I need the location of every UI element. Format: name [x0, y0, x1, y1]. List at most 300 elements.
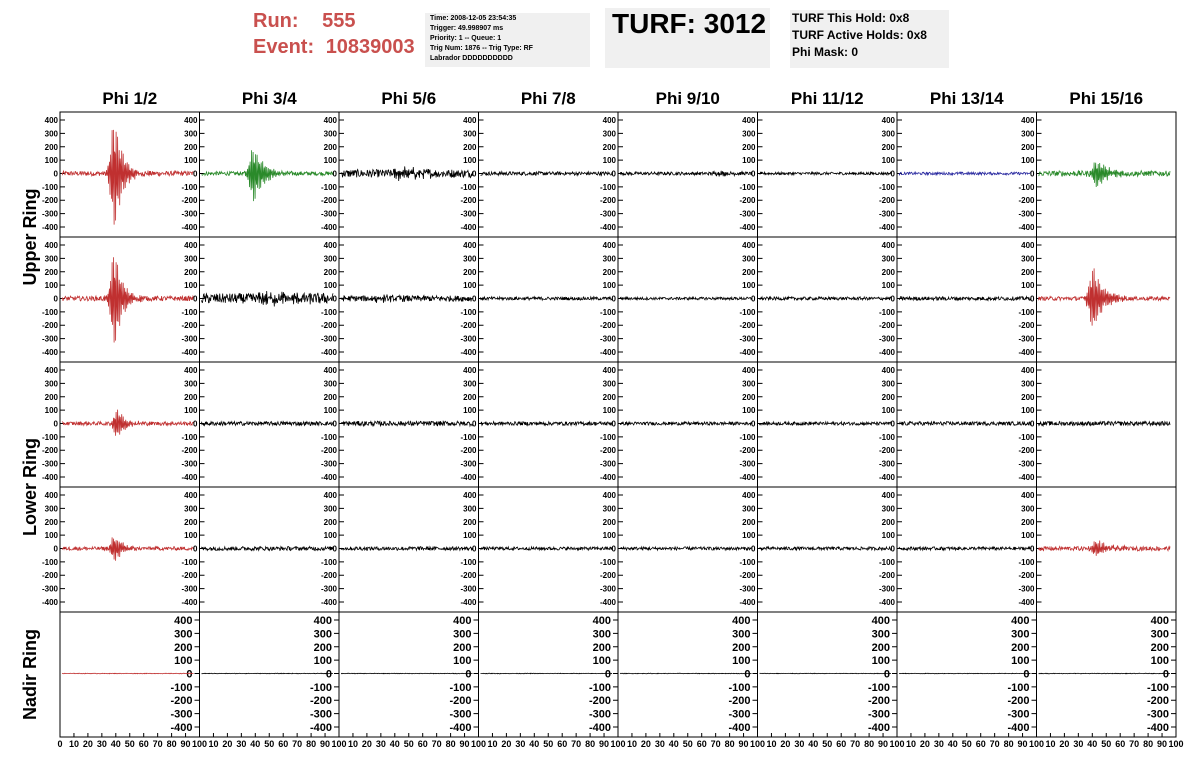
y-tick-label: -300: [320, 459, 337, 469]
x-tick-label: 90: [320, 739, 331, 749]
y-tick-label: -400: [739, 347, 756, 357]
y-tick-label: 0: [751, 169, 756, 179]
y-tick-label: 0: [325, 668, 332, 681]
y-tick-label: -300: [170, 708, 193, 721]
y-tick-label: 400: [602, 366, 616, 376]
y-tick-label: -400: [599, 222, 616, 232]
hold-active: TURF Active Holds: 0x8: [792, 28, 927, 42]
x-tick-label: 40: [947, 739, 958, 749]
x-tick-label: 90: [1157, 739, 1168, 749]
x-tick-label: 60: [557, 739, 568, 749]
y-tick-label: -200: [41, 446, 58, 456]
x-tick-label: 70: [710, 739, 721, 749]
x-tick-label: 30: [794, 739, 805, 749]
event-label: Event:: [253, 36, 315, 58]
y-tick-label: 0: [751, 294, 756, 304]
y-tick-label: -400: [1007, 721, 1030, 734]
x-tick-label: 80: [445, 739, 456, 749]
x-tick-label: 90: [878, 739, 889, 749]
y-tick-label: -300: [878, 209, 895, 219]
y-tick-label: -400: [41, 597, 58, 607]
y-tick-label: -200: [320, 321, 337, 331]
y-tick-label: 300: [1021, 129, 1035, 139]
y-tick-label: 400: [323, 366, 337, 376]
y-tick-label: 0: [611, 294, 616, 304]
y-tick-label: 0: [1030, 294, 1035, 304]
y-tick-label: -300: [320, 334, 337, 344]
y-tick-label: 100: [602, 156, 616, 166]
y-tick-label: 100: [602, 281, 616, 291]
y-tick-label: -400: [41, 347, 58, 357]
y-tick-label: -300: [739, 584, 756, 594]
y-tick-label: -300: [1018, 334, 1035, 344]
y-tick-label: 100: [463, 281, 477, 291]
y-tick-label: 400: [881, 116, 895, 126]
y-tick-label: 400: [602, 491, 616, 501]
waveform-trace: [341, 547, 473, 551]
y-tick-label: 200: [44, 267, 58, 277]
y-tick-label: 300: [453, 628, 472, 641]
y-tick-label: -300: [320, 209, 337, 219]
y-tick-label: -400: [460, 222, 477, 232]
y-tick-label: 0: [53, 419, 58, 429]
y-tick-label: -300: [739, 334, 756, 344]
y-tick-label: 300: [742, 129, 756, 139]
y-tick-label: 300: [1021, 254, 1035, 264]
y-tick-label: -300: [878, 334, 895, 344]
y-tick-label: -300: [599, 584, 616, 594]
y-tick-label: 400: [881, 366, 895, 376]
x-tick-label: 90: [599, 739, 610, 749]
x-tick-label: 60: [836, 739, 847, 749]
y-tick-label: 100: [323, 156, 337, 166]
ring-label: Lower Ring: [20, 438, 40, 536]
y-tick-label: 100: [592, 655, 611, 668]
x-tick-label: 60: [417, 739, 428, 749]
y-tick-label: 200: [1021, 517, 1035, 527]
y-tick-label: -400: [181, 472, 198, 482]
y-tick-label: 300: [463, 129, 477, 139]
y-tick-label: 100: [742, 281, 756, 291]
x-tick-label: 60: [278, 739, 289, 749]
y-tick-label: -300: [41, 584, 58, 594]
y-tick-label: 400: [592, 615, 611, 628]
y-tick-label: 300: [44, 504, 58, 514]
y-tick-label: 200: [44, 517, 58, 527]
y-tick-label: -100: [1146, 681, 1169, 694]
y-tick-label: -400: [599, 597, 616, 607]
x-tick-label: 90: [180, 739, 191, 749]
y-tick-label: 400: [313, 615, 332, 628]
y-tick-label: 200: [881, 142, 895, 152]
y-tick-label: 0: [744, 668, 751, 681]
y-tick-label: 200: [463, 142, 477, 152]
waveform-trace: [1039, 541, 1171, 556]
x-tick-label: 40: [1087, 739, 1098, 749]
y-tick-label: -300: [320, 584, 337, 594]
column-title: Phi 1/2: [102, 89, 158, 108]
y-tick-label: 100: [184, 281, 198, 291]
y-tick-label: -200: [181, 321, 198, 331]
x-tick-label: 20: [361, 739, 372, 749]
y-tick-label: -300: [1146, 708, 1169, 721]
x-tick-label: 50: [264, 739, 275, 749]
y-tick-label: 300: [742, 379, 756, 389]
y-tick-label: -100: [460, 432, 477, 442]
y-tick-label: -400: [460, 472, 477, 482]
y-tick-label: 200: [453, 641, 472, 654]
y-tick-label: 200: [184, 142, 198, 152]
y-tick-label: -200: [599, 571, 616, 581]
x-tick-label: 20: [1059, 739, 1070, 749]
y-tick-label: -400: [878, 472, 895, 482]
y-tick-label: -200: [460, 446, 477, 456]
waveform-trace: [202, 150, 334, 201]
y-tick-label: -300: [181, 584, 198, 594]
y-tick-label: -100: [41, 557, 58, 567]
y-tick-label: -100: [599, 557, 616, 567]
y-tick-label: 200: [602, 392, 616, 402]
y-tick-label: 100: [453, 655, 472, 668]
y-tick-label: 0: [53, 544, 58, 554]
y-tick-label: 300: [184, 504, 198, 514]
y-tick-label: 100: [871, 655, 890, 668]
y-tick-label: 200: [602, 267, 616, 277]
y-tick-label: -400: [170, 721, 193, 734]
x-tick-label: 0: [57, 739, 63, 749]
y-tick-label: 300: [871, 628, 890, 641]
y-tick-label: 300: [44, 129, 58, 139]
y-tick-label: 0: [465, 668, 472, 681]
y-tick-label: 200: [184, 392, 198, 402]
y-tick-label: -300: [449, 708, 472, 721]
y-tick-label: 400: [463, 116, 477, 126]
y-tick-label: 200: [323, 517, 337, 527]
y-tick-label: -200: [320, 571, 337, 581]
y-tick-label: -200: [599, 446, 616, 456]
waveform-trace: [62, 537, 194, 560]
y-tick-label: 0: [332, 294, 337, 304]
x-tick-label: 30: [933, 739, 944, 749]
x-tick-label: 100: [749, 739, 766, 749]
y-tick-label: 300: [732, 628, 751, 641]
panel-frame: [339, 487, 479, 612]
y-tick-label: 0: [1030, 169, 1035, 179]
x-tick-label: 70: [431, 739, 442, 749]
y-tick-label: 300: [323, 379, 337, 389]
x-tick-label: 10: [68, 739, 79, 749]
y-tick-label: 200: [323, 392, 337, 402]
y-tick-label: 400: [174, 615, 193, 628]
waveform-trace: [760, 673, 892, 674]
y-tick-label: 400: [742, 116, 756, 126]
y-tick-label: 200: [463, 517, 477, 527]
waveform-trace: [481, 422, 613, 426]
y-tick-label: 400: [463, 241, 477, 251]
y-tick-label: 200: [1150, 641, 1169, 654]
y-tick-label: 100: [44, 406, 58, 416]
y-tick-label: -400: [878, 222, 895, 232]
y-tick-label: -200: [1018, 446, 1035, 456]
y-tick-label: -300: [588, 708, 611, 721]
waveform-trace: [481, 172, 613, 176]
y-tick-label: -400: [739, 597, 756, 607]
y-tick-label: -200: [181, 446, 198, 456]
y-tick-label: -100: [181, 432, 198, 442]
y-tick-label: 0: [1023, 668, 1030, 681]
event-value: 10839003: [325, 36, 415, 58]
y-tick-label: 0: [332, 169, 337, 179]
waveform-trace: [481, 547, 613, 550]
y-tick-label: 200: [602, 142, 616, 152]
y-tick-label: 200: [44, 142, 58, 152]
x-tick-label: 40: [529, 739, 540, 749]
y-tick-label: -200: [588, 695, 611, 708]
y-tick-label: -400: [599, 472, 616, 482]
y-tick-label: 200: [881, 517, 895, 527]
y-tick-label: 300: [602, 504, 616, 514]
ring-label: Upper Ring: [20, 188, 40, 286]
y-tick-label: -200: [170, 695, 193, 708]
y-tick-label: 200: [313, 641, 332, 654]
x-tick-label: 80: [306, 739, 317, 749]
y-tick-label: 100: [463, 156, 477, 166]
x-tick-label: 20: [919, 739, 930, 749]
y-tick-label: 100: [323, 531, 337, 541]
x-tick-label: 40: [389, 739, 400, 749]
y-tick-label: 400: [881, 491, 895, 501]
y-tick-label: -100: [1007, 681, 1030, 694]
waveform-trace: [760, 172, 892, 175]
y-tick-label: 400: [1021, 241, 1035, 251]
y-tick-label: -400: [1018, 597, 1035, 607]
y-tick-label: 300: [174, 628, 193, 641]
y-tick-label: 0: [1030, 544, 1035, 554]
y-tick-label: -300: [739, 459, 756, 469]
y-tick-label: -300: [739, 209, 756, 219]
y-tick-label: -200: [739, 321, 756, 331]
y-tick-label: -100: [739, 307, 756, 317]
y-tick-label: 200: [742, 392, 756, 402]
y-tick-label: -300: [599, 334, 616, 344]
y-tick-label: -200: [878, 571, 895, 581]
x-tick-label: 30: [375, 739, 386, 749]
y-tick-label: -200: [739, 571, 756, 581]
x-tick-label: 60: [138, 739, 149, 749]
y-tick-label: 300: [602, 129, 616, 139]
y-tick-label: -100: [878, 307, 895, 317]
y-tick-label: 100: [1021, 281, 1035, 291]
x-tick-label: 50: [124, 739, 135, 749]
x-tick-label: 100: [1168, 739, 1184, 749]
y-tick-label: -300: [1018, 459, 1035, 469]
y-tick-label: -400: [181, 222, 198, 232]
y-tick-label: 300: [1021, 379, 1035, 389]
y-tick-label: -400: [878, 597, 895, 607]
y-tick-label: -400: [588, 721, 611, 734]
y-tick-label: 100: [742, 406, 756, 416]
waveform-trace: [899, 297, 1031, 301]
y-tick-label: -400: [181, 347, 198, 357]
y-tick-label: -200: [1007, 695, 1030, 708]
y-tick-label: 100: [184, 156, 198, 166]
y-tick-label: -100: [181, 557, 198, 567]
y-tick-label: -400: [320, 472, 337, 482]
y-tick-label: -100: [588, 681, 611, 694]
y-tick-label: 400: [1021, 491, 1035, 501]
y-tick-label: -100: [1018, 182, 1035, 192]
column-title: Phi 15/16: [1069, 89, 1144, 108]
y-tick-label: 200: [323, 267, 337, 277]
waveform-trace: [341, 166, 473, 181]
x-tick-label: 70: [152, 739, 163, 749]
y-tick-label: 300: [742, 254, 756, 264]
y-tick-label: 0: [186, 668, 193, 681]
waveform-trace: [202, 422, 334, 426]
y-tick-label: -300: [599, 459, 616, 469]
y-tick-label: 100: [732, 655, 751, 668]
y-tick-label: 300: [881, 129, 895, 139]
y-tick-label: 300: [592, 628, 611, 641]
y-tick-label: -400: [878, 347, 895, 357]
waveform-trace: [202, 547, 334, 551]
y-tick-label: -200: [181, 571, 198, 581]
y-tick-label: -100: [460, 182, 477, 192]
y-tick-label: -300: [181, 459, 198, 469]
y-tick-label: -100: [460, 557, 477, 567]
x-tick-label: 10: [1045, 739, 1056, 749]
column-title: Phi 11/12: [790, 89, 864, 108]
y-tick-label: 400: [44, 241, 58, 251]
y-tick-label: 300: [184, 379, 198, 389]
y-tick-label: 100: [1021, 406, 1035, 416]
y-tick-label: -400: [739, 222, 756, 232]
waveform-trace: [760, 297, 892, 300]
y-tick-label: -100: [320, 557, 337, 567]
y-tick-label: 0: [604, 668, 611, 681]
x-tick-label: 50: [822, 739, 833, 749]
y-tick-label: 200: [602, 517, 616, 527]
column-title: Phi 3/4: [241, 89, 297, 108]
info-trigger: Trigger: 49.998907 ms: [430, 25, 504, 32]
y-tick-label: -200: [41, 196, 58, 206]
y-tick-label: 300: [44, 254, 58, 264]
waveform-trace: [341, 673, 473, 674]
x-tick-label: 70: [989, 739, 1000, 749]
x-tick-label: 10: [208, 739, 219, 749]
y-tick-label: -300: [460, 209, 477, 219]
y-tick-label: 400: [602, 116, 616, 126]
x-tick-label: 80: [724, 739, 735, 749]
x-tick-label: 90: [459, 739, 470, 749]
waveform-trace: [620, 673, 752, 674]
y-tick-label: -200: [599, 196, 616, 206]
y-tick-label: 0: [890, 419, 895, 429]
waveform-trace: [481, 673, 613, 674]
x-tick-label: 100: [191, 739, 208, 749]
y-tick-label: -100: [739, 432, 756, 442]
x-tick-label: 40: [250, 739, 261, 749]
y-tick-label: 0: [751, 419, 756, 429]
column-title: Phi 9/10: [655, 89, 720, 108]
y-tick-label: -200: [41, 571, 58, 581]
y-tick-label: 400: [44, 116, 58, 126]
y-tick-label: 300: [881, 504, 895, 514]
y-tick-label: 100: [1021, 531, 1035, 541]
y-tick-label: 400: [602, 241, 616, 251]
y-tick-label: 400: [871, 615, 890, 628]
y-tick-label: -100: [181, 182, 198, 192]
y-tick-label: -100: [1018, 307, 1035, 317]
y-tick-label: -300: [41, 459, 58, 469]
x-tick-label: 100: [1028, 739, 1045, 749]
x-tick-label: 90: [1017, 739, 1028, 749]
y-tick-label: 200: [1021, 392, 1035, 402]
run-label: Run:: [253, 10, 299, 32]
y-tick-label: -100: [320, 182, 337, 192]
y-tick-label: -200: [739, 446, 756, 456]
y-tick-label: -200: [1018, 196, 1035, 206]
y-tick-label: 0: [193, 419, 198, 429]
x-tick-label: 80: [864, 739, 875, 749]
x-tick-label: 60: [696, 739, 707, 749]
y-tick-label: 0: [332, 544, 337, 554]
waveform-trace: [341, 421, 473, 426]
y-tick-label: -100: [878, 432, 895, 442]
y-tick-label: 200: [732, 641, 751, 654]
x-tick-label: 80: [1003, 739, 1014, 749]
info-priority: Priority: 1 -- Queue: 1: [430, 35, 502, 42]
y-tick-label: 0: [611, 169, 616, 179]
y-tick-label: -300: [878, 584, 895, 594]
x-tick-label: 20: [222, 739, 233, 749]
y-tick-label: 0: [611, 544, 616, 554]
y-tick-label: 400: [742, 241, 756, 251]
y-tick-label: -300: [460, 584, 477, 594]
y-tick-label: 200: [174, 641, 193, 654]
y-tick-label: 300: [602, 379, 616, 389]
y-tick-label: 300: [463, 254, 477, 264]
y-tick-label: 100: [44, 156, 58, 166]
y-tick-label: -100: [599, 432, 616, 442]
x-tick-label: 50: [1101, 739, 1112, 749]
y-tick-label: 400: [1150, 615, 1169, 628]
y-tick-label: 0: [193, 294, 198, 304]
turf-title: TURF: 3012: [612, 8, 767, 39]
y-tick-label: 400: [44, 366, 58, 376]
y-tick-label: 300: [323, 129, 337, 139]
x-tick-label: 80: [1143, 739, 1154, 749]
y-tick-label: 200: [742, 142, 756, 152]
column-title: Phi 5/6: [381, 89, 437, 108]
y-tick-label: 300: [742, 504, 756, 514]
y-tick-label: 400: [184, 241, 198, 251]
y-tick-label: -400: [320, 347, 337, 357]
y-tick-label: 100: [881, 531, 895, 541]
y-tick-label: -100: [41, 432, 58, 442]
x-tick-label: 60: [975, 739, 986, 749]
y-tick-label: -300: [181, 209, 198, 219]
ring-label: Nadir Ring: [20, 628, 40, 721]
y-tick-label: -200: [41, 321, 58, 331]
x-tick-label: 10: [766, 739, 777, 749]
y-tick-label: -200: [599, 321, 616, 331]
x-tick-label: 20: [780, 739, 791, 749]
y-tick-label: 200: [323, 142, 337, 152]
y-tick-label: -200: [320, 196, 337, 206]
y-tick-label: -400: [449, 721, 472, 734]
y-tick-label: 100: [1021, 156, 1035, 166]
